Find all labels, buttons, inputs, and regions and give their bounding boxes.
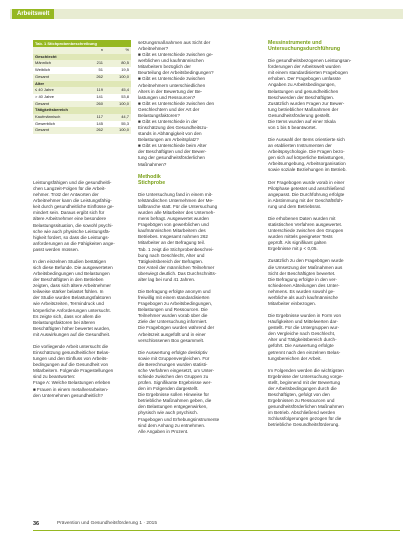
table-cell <box>81 107 105 114</box>
text-line: lastungen und Ressourcen? <box>138 94 196 100</box>
table-row <box>33 60 131 67</box>
text-line: Die Auswahl der Items orientierte sich <box>268 137 345 143</box>
text-line: sind dem Anhang zu entnehmen. <box>138 422 206 428</box>
table-cell: 100,0 <box>105 101 131 108</box>
table-row <box>33 87 131 94</box>
text-line: sowie soziale Beziehungen im Betrieb. <box>268 167 347 173</box>
text-line: Beschäftigten, gefolgt von den <box>268 391 330 397</box>
text-line: ■ Gibt es Unterschiede zwischen <box>138 76 206 82</box>
text-line: Mitarbeitern. Folgende Fragestellungen <box>33 368 114 374</box>
left-text-column <box>33 180 133 520</box>
table-section-row <box>33 107 131 114</box>
text-line: telständischen Unternehmen der Me- <box>138 197 214 203</box>
table-row <box>33 94 131 101</box>
text-line: statistischen Verfahren ausgewertet. <box>268 222 343 228</box>
text-line: anforderungen an die Fähigkeiten ange- <box>33 240 115 246</box>
text-line: Die Items wurden auf einer Skala <box>268 118 336 124</box>
section-label: Arbeitswelt <box>12 9 54 19</box>
text-line: Belastungen am Arbeitsplatz? <box>138 137 199 143</box>
table-row <box>33 74 131 81</box>
text-line: Gesundheitsförderung gestellt. <box>268 112 331 118</box>
text-line: ■ Gibt es Unterschiede zwischen den <box>138 100 215 106</box>
table-cell: > 40 Jahre <box>33 94 81 101</box>
text-line: Einschätzung des Gesundheitszu- <box>138 125 208 131</box>
text-line: den Vergleiche nach Geschlecht, <box>268 331 336 337</box>
middle-text-column <box>138 40 260 520</box>
text-line: nehmens. Es wurden sowohl ge- <box>268 288 335 294</box>
text-line: Der Anteil der männlichen Teilnehmer <box>138 264 215 270</box>
text-line: Sicht der Beschäftigten bewertet. <box>268 270 336 276</box>
text-line: ältere Arbeitnehmer eine besondere <box>33 216 107 222</box>
text-line: Mitarbeitern bezüglich der <box>138 64 191 70</box>
table-row <box>33 101 131 108</box>
text-line: Teilnehmer wurden vorab über die <box>138 313 208 319</box>
text-line: werblichen und kaufmännischen <box>138 58 204 64</box>
text-line: Fragebogen und Erhebungsinstrumente <box>138 416 220 422</box>
text-line: wurden mittels geeigneter Tests <box>268 234 333 240</box>
text-line: Pilotphase getestet und anschließend <box>268 185 345 191</box>
table-cell: Gesamt <box>33 74 81 81</box>
text-line: Arbeitnehmer kann die Leistungsfähig- <box>33 198 112 204</box>
text-line: Belastungsfaktoren bei älteren <box>33 319 96 325</box>
table-row <box>33 127 131 134</box>
text-line: werbliche als auch kaufmännische <box>268 294 338 300</box>
text-line: sind zu beantworten: <box>33 374 76 380</box>
text-line: kaufmännischen Mitarbeitern des <box>138 228 206 234</box>
text-line: den im Folgenden dargestellt. <box>138 386 199 392</box>
table-header-cell: % <box>105 47 131 54</box>
text-line: Belastungssituation, die sowohl psychi- <box>33 222 113 228</box>
text-line: der Studie wurden Belastungsfaktoren <box>33 295 111 301</box>
text-line: Die Ergebnisse sollen Hinweise für <box>138 392 209 398</box>
table-body <box>33 47 131 134</box>
text-line: der Beschäftigten in den Betrieben <box>33 277 104 283</box>
table-cell: 45,4 <box>105 87 131 94</box>
text-line: nehmer. Trotz der Antworten der <box>33 192 99 198</box>
text-line: die Berechnungen wurden statisti- <box>138 361 208 367</box>
table-cell: Gewerblich <box>33 121 81 128</box>
text-line: geprüft. Als signifikant galten <box>268 240 327 246</box>
text-line: Beschwerden der Beschäftigten. <box>268 94 335 100</box>
text-line: rung und dem Betriebsrat. <box>268 203 322 209</box>
text-line: den Unternehmen gesundheitlich? <box>33 392 103 398</box>
text-line: Beurteilung der Arbeitsbedingungen? <box>138 70 214 76</box>
table-cell: 260 <box>81 101 105 108</box>
text-line: überwiegt deutlich. Das Durchschnitts- <box>138 270 217 276</box>
text-line: Unterschiede zwischen den Gruppen <box>268 228 344 234</box>
text-line: Ergebnisse der Untersuchung vorge- <box>268 373 344 379</box>
table-header-row <box>33 47 131 54</box>
text-line: alter lag bei rund 41 Jahren. <box>138 276 196 282</box>
text-line: stands in Abhängigkeit von den <box>138 131 202 137</box>
text-line: Leistungsfähigen und die gesundheitli- <box>33 180 112 185</box>
text-line: sche wie auch physische Leistungsfä- <box>33 228 111 234</box>
table-cell <box>105 54 131 61</box>
table-cell: 100,0 <box>105 74 131 81</box>
table-header-cell: n <box>81 47 105 54</box>
text-line: getrennt nach den einzelnen Belas- <box>268 349 341 355</box>
text-line: Arbeitnehmern unterschiedlichen <box>138 82 206 88</box>
text-line: im Betrieb. Abschließend werden <box>268 410 336 416</box>
page-number: 36 <box>33 521 40 527</box>
text-line: der Arbeitsbedingungen durch die <box>268 385 337 391</box>
text-line: Maßnahmen? <box>138 161 167 167</box>
text-line: gen sich auf körperliche Belastungen, <box>268 155 345 161</box>
table-section-row <box>33 54 131 61</box>
text-line: wie Arbeitszeiten, Termindruck und <box>33 301 104 307</box>
text-line: Ergebnissen zu Ressourcen und <box>268 398 335 404</box>
text-line: forderungen der Arbeitswelt wurden <box>268 64 341 70</box>
text-line: Arbeitnehmer? <box>138 46 169 52</box>
text-line: Belastungen und Ressourcen. Die <box>138 307 208 313</box>
section-heading: Untersuchungsdurchführung <box>268 46 341 53</box>
text-line: sich diese Befunde. Die ausgewerteten <box>33 265 113 271</box>
text-line: Zusätzlich zu den Fragebögen wurde <box>268 258 344 264</box>
text-line: Geschlechtern und der Art der <box>138 106 200 112</box>
text-line: Häufigkeiten und Mittelwerten dar- <box>268 319 338 325</box>
table-cell <box>105 81 131 88</box>
text-line: Die vorliegende Arbeit untersucht die <box>33 343 109 349</box>
table-cell <box>105 107 131 114</box>
text-line: Alter und Tätigkeitsbereich durch- <box>268 337 337 343</box>
table-cell: 211 <box>81 60 105 67</box>
text-line: ■ Gibt es Unterschiede beim Alter <box>138 143 207 149</box>
table-cell: Geschlecht <box>33 54 81 61</box>
table-caption: Tab. 1 Stichprobenbeschreibung <box>33 40 131 47</box>
table-cell: Tätigkeitsbereich <box>33 107 81 114</box>
text-line: Die Auswertung erfolgte deskriptiv <box>138 349 208 355</box>
text-line: tung betrieblicher Maßnahmen der <box>268 106 339 112</box>
text-line: gestellt. Für die Untergruppen wur- <box>268 325 339 331</box>
text-line: ■ Frauen in einem metallverarbeiten- <box>33 386 109 392</box>
text-line: mindert sein. Daraus ergibt sich für <box>33 210 105 216</box>
text-line: Die Ergebnisse wurden in Form von <box>268 313 342 319</box>
text-line: gesundheitsförderlichen Maßnahmen <box>268 404 344 410</box>
text-line: Beschäftigten höher bewertet wurden, <box>33 325 111 331</box>
table-cell: 44,7 <box>105 114 131 121</box>
text-line: Die Befragung erfolgte anonym und <box>138 288 211 294</box>
table-cell <box>81 81 105 88</box>
section-heading: Stichprobe <box>138 179 166 186</box>
text-line: mit einem standardisierten Fragebogen <box>268 70 348 76</box>
text-line: angepasst. Die Durchführung erfolgte <box>268 191 345 197</box>
text-line: Belastungen und gesundheitlichen <box>268 88 339 94</box>
text-line: physisch wie auch psychisch. <box>138 410 199 416</box>
table-cell: 53,8 <box>105 94 131 101</box>
text-line: Es zeigte sich, dass vor allem die <box>33 313 101 319</box>
text-line: In den einzelnen Studien bestätigen <box>33 258 107 264</box>
text-line: Fragebogen zu Arbeitsbedingungen, <box>138 301 213 307</box>
text-line: Arbeitsbedingungen und Belastungen <box>33 271 110 277</box>
text-line: bung nach Geschlecht, Alter und <box>138 252 205 258</box>
text-line: den Belastungen entgegenwirken, <box>138 404 208 410</box>
table-row <box>33 121 131 128</box>
table-cell: Gesamt <box>33 101 81 108</box>
text-line: Frage A: Welche Belastungen erleben <box>33 380 111 386</box>
text-line: Tätigkeitsbereich der Befragten. <box>138 258 204 264</box>
table-cell: 51 <box>81 67 105 74</box>
text-line: die Umsetzung der Maßnahmen aus <box>268 264 343 270</box>
text-line: Arbeitszeit ausgefüllt und in einer <box>138 331 206 337</box>
table-cell: ≤ 40 Jahre <box>33 87 81 94</box>
text-line: Mitarbeiter an der Befragung teil. <box>138 240 205 246</box>
text-line: verschlossenen Box gesammelt. <box>138 337 205 343</box>
text-line: geführt. Die Auswertung erfolgte <box>268 343 334 349</box>
text-line: Die gesundheitsbezogenen Leistungsan- <box>268 58 352 64</box>
text-line: mens befragt. Ausgewertet wurden <box>138 216 209 222</box>
sample-table <box>33 40 131 134</box>
table-cell: Gesamt <box>33 127 81 134</box>
text-line: schiede zwischen den Gruppen zu <box>138 373 209 379</box>
text-line: Belastungsfaktoren? <box>138 112 180 118</box>
text-line: tallbranche statt. Für die Untersuchung <box>138 203 218 209</box>
text-line: passt werden müssen. <box>33 246 79 252</box>
text-line: Die Befragung erfolgte in den ver- <box>268 276 337 282</box>
text-line: Ergebnisse mit p < 0,05. <box>268 246 318 252</box>
text-line: Einschätzung gesundheitlicher Belas- <box>33 350 110 356</box>
text-line: Alters in der Bewertung der Be- <box>138 88 203 94</box>
text-line: ■ Gibt es Unterschiede zwischen ge- <box>138 52 214 58</box>
text-line: Zusätzlich wurden Fragen zur Bewer- <box>268 100 345 106</box>
table-cell: Kaufmännisch <box>33 114 81 121</box>
text-line: von 1 bis 5 beantwortet. <box>268 125 317 131</box>
text-line: tungen und den Einfluss von Arbeits- <box>33 356 108 362</box>
table-cell <box>81 54 105 61</box>
text-line: ■ Gibt es Unterschiede in der <box>138 119 198 125</box>
text-line: keit durch gesundheitliche Einflüsse ge- <box>33 204 114 210</box>
text-line: Betriebes. Insgesamt nahmen 262 <box>138 234 208 240</box>
text-line: zeigten, dass sich ältere Arbeitnehmer <box>33 283 111 289</box>
table-cell: 262 <box>81 127 105 134</box>
text-line: körperliche Anforderungen untersucht. <box>33 307 111 313</box>
table-cell: Alter <box>33 81 81 88</box>
text-line: Die Untersuchung fand in einem mit- <box>138 191 213 197</box>
table-cell: 145 <box>81 121 105 128</box>
text-line: chen Langzeit-Folgen für die Arbeit- <box>33 186 106 192</box>
text-line: Angaben zu Arbeitsbedingungen, <box>268 82 336 88</box>
text-line: an etablierten Instrumenten der <box>268 143 332 149</box>
text-line: Alle Angaben in Prozent. <box>138 428 189 434</box>
table-cell: 117 <box>81 114 105 121</box>
text-line: stellt, beginnend mit der Bewertung <box>268 379 341 385</box>
text-line: sowie mit Gruppenvergleichen. Für <box>138 355 210 361</box>
text-line: Der Fragebogen wurde vorab in einer <box>268 179 345 185</box>
text-line: tungsbereichen der Arbeit. <box>268 355 322 361</box>
right-text-column <box>268 40 400 520</box>
table-header-cell <box>33 47 81 54</box>
text-line: in Abstimmung mit der Geschäftsfüh- <box>268 197 344 203</box>
table-cell: Männlich <box>33 60 81 67</box>
table-cell: 119 <box>81 87 105 94</box>
table-cell: Weiblich <box>33 67 81 74</box>
text-line: Die Fragebögen wurden während der <box>138 325 215 331</box>
text-line: der Beschäftigten und der Bewer- <box>138 149 207 155</box>
table-cell: 100,0 <box>105 127 131 134</box>
text-line: Schlussfolgerungen gezogen für die <box>268 416 342 422</box>
text-line: Mitarbeiter einbezogen. <box>268 300 317 306</box>
text-line: sche Verfahren eingesetzt, um Unter- <box>138 367 215 373</box>
text-line: Die erhobenen Daten wurden mit <box>268 215 336 221</box>
table-cell: 141 <box>81 94 105 101</box>
text-line: Fragebögen von gewerblichen und <box>138 222 209 228</box>
text-line: freiwillig mit einem standardisierten <box>138 295 210 301</box>
text-line: betriebliche Gesundheitsförderung. <box>268 422 340 428</box>
footer-rule <box>33 530 400 531</box>
text-line: Tab. 1 zeigt die Stichprobenbeschrei- <box>138 246 214 252</box>
section-heading: Methodik <box>138 173 161 180</box>
text-line: schiedenen Abteilungen des Unter- <box>268 282 340 288</box>
header-band <box>10 9 403 19</box>
text-line: wurden alle Mitarbeiter des Unterneh- <box>138 210 215 216</box>
text-line: setzungsmaßnahmen aus Sicht der <box>138 40 211 45</box>
text-line: bedingungen auf die Gesundheit von <box>33 362 109 368</box>
table-row <box>33 67 131 74</box>
table-cell: 19,5 <box>105 67 131 74</box>
table-section-row <box>33 81 131 88</box>
section-heading: Messinstrumente und <box>268 40 322 46</box>
text-line: prüfen. Signifikante Ergebnisse wer- <box>138 380 212 386</box>
text-line: teilweise stärker belastet fühlen. In <box>33 289 104 295</box>
text-line: Ziele der Untersuchung informiert. <box>138 319 208 325</box>
text-line: tung der gesundheitsförderlichen <box>138 155 205 161</box>
text-line: Arbeitspsychologie. Die Fragen bezo- <box>268 149 345 155</box>
text-line: Im Folgenden werden die wichtigsten <box>268 367 344 373</box>
text-line: Arbeitsumgebung, Arbeitsorganisation <box>268 161 346 167</box>
journal-footer: Prävention und Gesundheitsförderung 1 · 2015 <box>57 521 158 526</box>
text-line: mit Auswirkungen auf die Gesundheit. <box>33 331 111 337</box>
text-line: betriebliche Maßnahmen geben, die <box>138 398 212 404</box>
table-cell: 262 <box>81 74 105 81</box>
text-line: erhoben. Der Fragebogen umfasste <box>268 76 341 82</box>
text-line: higkeit fordert, so dass die Leistungs- <box>33 234 110 240</box>
table-cell: 55,3 <box>105 121 131 128</box>
table-cell: 80,5 <box>105 60 131 67</box>
table-row <box>33 114 131 121</box>
